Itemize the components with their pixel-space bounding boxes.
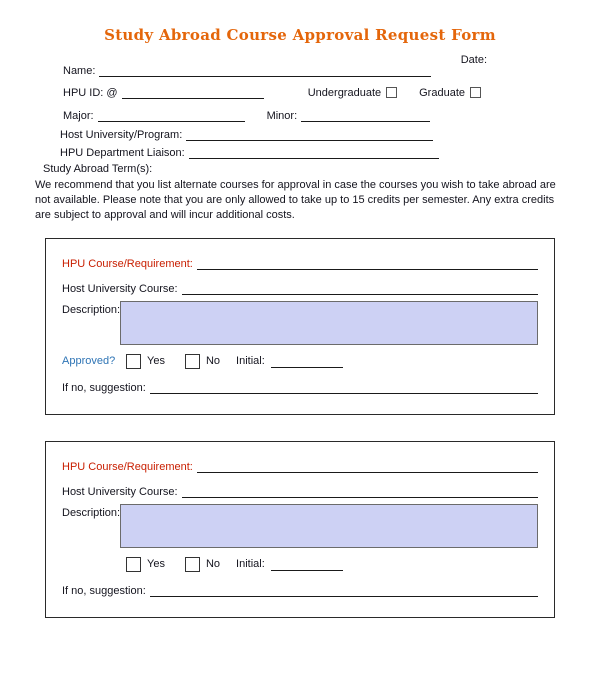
course-section-2 (45, 441, 555, 618)
graduate-checkbox[interactable] (470, 87, 481, 98)
yes-checkbox[interactable] (126, 354, 141, 369)
host-university-field[interactable] (186, 128, 433, 141)
hpu-course-label: HPU Course/Requirement: (62, 460, 193, 473)
major-minor-row (35, 109, 565, 122)
hpu-id-row (35, 86, 565, 99)
host-course-label: Host University Course: (62, 282, 178, 295)
host-course-field[interactable] (182, 282, 538, 295)
initial-label: Initial: (236, 558, 265, 571)
major-field[interactable] (98, 109, 245, 122)
name-field[interactable] (99, 64, 431, 77)
description-label: Description: (62, 506, 121, 519)
suggestion-row (62, 381, 538, 394)
term-row (35, 163, 565, 175)
suggestion-row (62, 584, 538, 597)
undergraduate-checkbox[interactable] (386, 87, 397, 98)
no-label: No (205, 355, 221, 368)
course-section-1 (45, 238, 555, 415)
description-textarea[interactable] (120, 504, 538, 548)
hpu-course-row (62, 257, 538, 270)
hpu-course-field[interactable] (197, 460, 538, 473)
minor-label: Minor: (266, 110, 298, 122)
host-course-row (62, 485, 538, 498)
yes-label: Yes (147, 355, 165, 368)
hpu-course-label: HPU Course/Requirement: (62, 257, 193, 270)
yes-checkbox[interactable] (126, 557, 141, 572)
suggestion-field[interactable] (150, 381, 538, 394)
graduate-label: Graduate (419, 86, 465, 99)
description-textarea[interactable] (120, 301, 538, 345)
no-label: No (205, 558, 221, 571)
date-label: Date: (460, 54, 487, 66)
host-university-label: Host University/Program: (60, 129, 183, 141)
hpu-id-field[interactable] (122, 86, 264, 99)
name-label: Name: (63, 65, 96, 77)
initial-label: Initial: (236, 355, 265, 368)
initial-field[interactable] (271, 355, 343, 368)
suggestion-field[interactable] (150, 584, 538, 597)
instructions-note: We recommend that you list alternate courses for approval in case the courses you wish to take abroad are not available. Please note that you are only allowed to take up to 15 credits per semester. Any extra credits are subject to approval and will incur additional costs. (35, 179, 556, 222)
host-course-row (62, 282, 538, 295)
description-row (62, 504, 538, 548)
department-liaison-label: HPU Department Liaison: (60, 147, 185, 159)
no-checkbox[interactable] (185, 354, 200, 369)
description-label: Description: (62, 303, 121, 316)
host-university-row (35, 128, 565, 141)
approved-row (62, 557, 538, 572)
department-liaison-row (35, 146, 565, 159)
level-checkbox-group (308, 87, 481, 99)
approved-row (62, 354, 538, 369)
form-title: Study Abroad Course Approval Request Form (104, 26, 496, 44)
hpu-id-label: HPU ID: @ (63, 86, 118, 99)
suggestion-label: If no, suggestion: (62, 381, 146, 394)
name-row (35, 54, 565, 77)
description-row (62, 301, 538, 345)
suggestion-label: If no, suggestion: (62, 584, 146, 597)
hpu-course-field[interactable] (197, 257, 538, 270)
approved-label: Approved? (62, 355, 116, 368)
yes-label: Yes (147, 558, 165, 571)
major-label: Major: (63, 110, 94, 122)
host-course-label: Host University Course: (62, 485, 178, 498)
host-course-field[interactable] (182, 485, 538, 498)
minor-field[interactable] (301, 109, 430, 122)
undergraduate-label: Undergraduate (307, 86, 382, 99)
hpu-course-row (62, 460, 538, 473)
initial-field[interactable] (271, 558, 343, 571)
department-liaison-field[interactable] (189, 146, 439, 159)
no-checkbox[interactable] (185, 557, 200, 572)
study-abroad-term-label: Study Abroad Term(s): (43, 163, 153, 175)
